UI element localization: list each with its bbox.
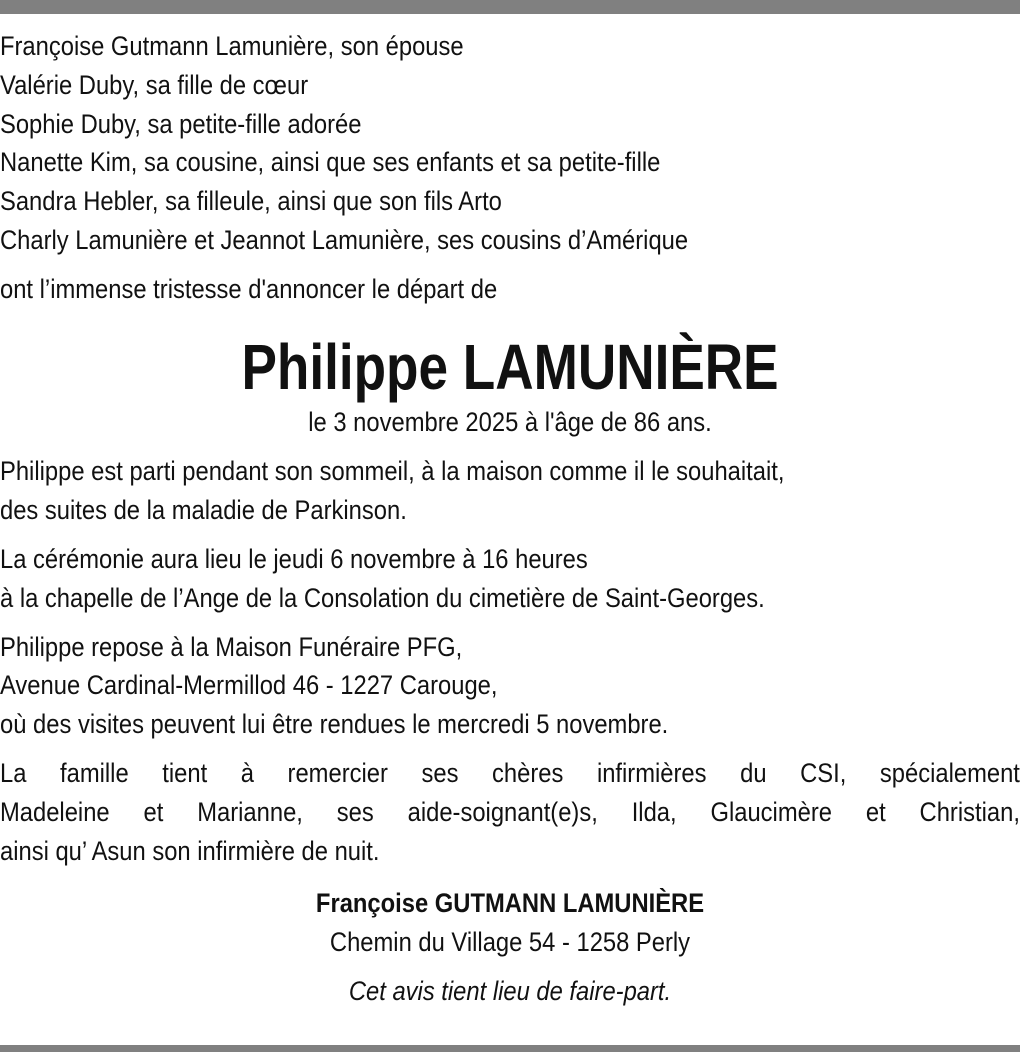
family-member: Sandra Hebler, sa filleule, ainsi que son fils Arto	[0, 186, 502, 217]
family-list	[0, 27, 1020, 260]
paragraph-line: Madeleine et Marianne, ses aide-soignant(e)s, Ilda, Glaucimère et Christian,	[0, 796, 1020, 827]
deceased-name: Philippe LAMUNIÈRE	[241, 330, 779, 403]
signatory-first-name: Françoise	[315, 888, 429, 919]
paragraph-line: Philippe repose à la Maison Funéraire PFG,	[0, 631, 463, 662]
announcement-intro: ont l’immense tristesse d'annoncer le départ de	[0, 273, 498, 304]
family-member: Nanette Kim, sa cousine, ainsi que ses enfants et sa petite-fille	[0, 147, 661, 178]
family-member: Valérie Duby, sa fille de cœur	[0, 69, 309, 100]
paragraph-line: des suites de la maladie de Parkinson.	[0, 495, 407, 526]
signatory-address: Chemin du Village 54 - 1258 Perly	[329, 927, 691, 958]
signature-block	[0, 884, 1020, 962]
bottom-rule	[0, 1045, 1020, 1052]
family-member: Françoise Gutmann Lamunière, son épouse	[0, 31, 464, 61]
paragraph-line: où des visites peuvent lui être rendues le mercredi 5 novembre.	[0, 709, 669, 740]
paragraph-line: Philippe est parti pendant son sommeil, à la maison comme il le souhaitait,	[0, 456, 785, 487]
signatory-name	[61, 884, 959, 923]
visitation-paragraph	[0, 628, 1020, 744]
death-info: le 3 novembre 2025 à l'âge de 86 ans.	[308, 406, 712, 437]
thanks-paragraph	[0, 754, 1020, 870]
family-member: Charly Lamunière et Jeannot Lamunière, ses cousins d’Amérique	[0, 224, 689, 255]
family-member: Sophie Duby, sa petite-fille adorée	[0, 108, 362, 139]
paragraph-line: La cérémonie aura lieu le jeudi 6 novembre à 16 heures	[0, 543, 588, 574]
paragraph-line: Avenue Cardinal-Mermillod 46 - 1227 Carouge,	[0, 670, 498, 701]
closing-note: Cet avis tient lieu de faire-part.	[348, 975, 672, 1006]
ceremony-paragraph	[0, 540, 1020, 618]
top-rule	[0, 0, 1020, 14]
obituary-notice	[0, 27, 1020, 1011]
paragraph-line: ainsi qu’ Asun son infirmière de nuit.	[0, 835, 380, 866]
paragraph-line: La famille tient à remercier ses chères infirmières du CSI, spécialement	[0, 757, 1020, 788]
circumstances-paragraph	[0, 452, 1020, 530]
paragraph-line: à la chapelle de l’Ange de la Consolation du cimetière de Saint-Georges.	[0, 582, 765, 613]
signatory-last-name: GUTMANN LAMUNIÈRE	[434, 888, 705, 919]
